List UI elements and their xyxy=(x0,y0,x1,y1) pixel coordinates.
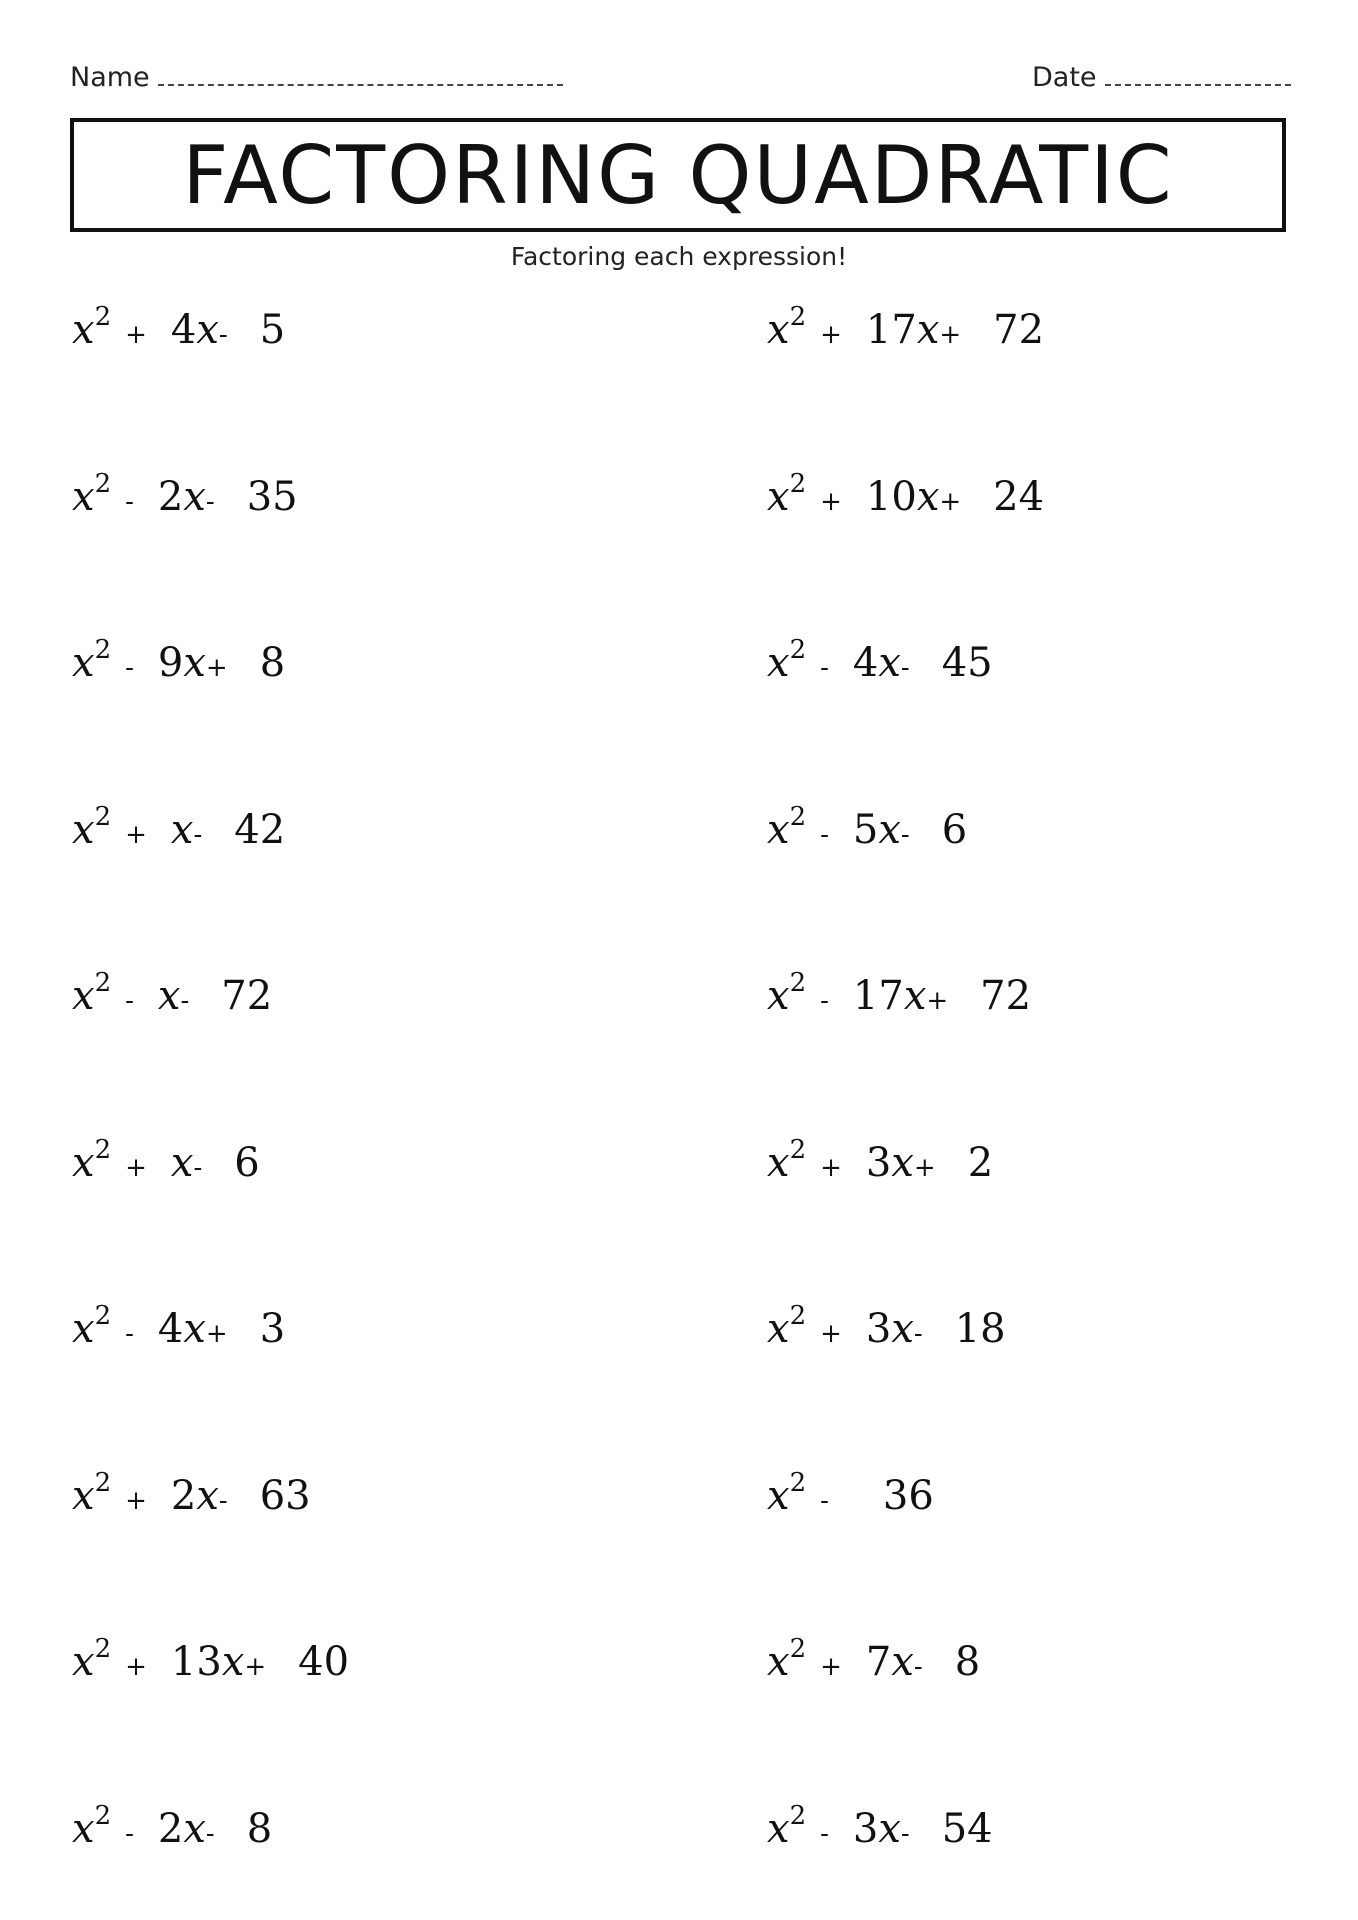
operator: + xyxy=(926,986,949,1016)
constant: 2 xyxy=(967,1139,994,1186)
operator: + xyxy=(125,1485,147,1516)
constant: 40 xyxy=(298,1639,350,1685)
problem-left-4 xyxy=(72,802,285,853)
operator: - xyxy=(193,1152,203,1183)
variable-x-squared: x xyxy=(767,1472,790,1519)
operator: - xyxy=(180,986,190,1016)
operator: - xyxy=(900,1818,910,1849)
operator: - xyxy=(900,653,910,683)
exponent: 2 xyxy=(789,635,807,665)
variable-x: x xyxy=(170,1139,194,1186)
variable-x-squared: x xyxy=(72,1306,95,1352)
operator: + xyxy=(820,486,842,517)
operator: - xyxy=(125,1319,134,1349)
variable-x-squared: x xyxy=(767,307,790,353)
name-blank-line[interactable] xyxy=(158,68,563,86)
variable-x-squared: x xyxy=(72,1139,95,1186)
variable-x-squared: x xyxy=(767,1306,790,1352)
operator: + xyxy=(125,320,147,350)
variable-x: x xyxy=(183,1805,206,1852)
operator: + xyxy=(820,1152,842,1183)
constant: 72 xyxy=(993,307,1045,353)
coefficient: 17 xyxy=(865,307,917,353)
operator: - xyxy=(820,653,829,683)
variable-x: x xyxy=(878,806,901,853)
problem-right-1 xyxy=(767,302,1044,353)
coefficient: 9 xyxy=(157,640,184,686)
problem-left-9 xyxy=(72,1634,349,1685)
date-blank-line[interactable] xyxy=(1105,68,1291,86)
variable-x: x xyxy=(891,1306,914,1352)
exponent: 2 xyxy=(789,468,807,499)
operator: - xyxy=(205,1818,215,1849)
problem-right-2 xyxy=(767,469,1044,520)
operator: - xyxy=(125,986,134,1016)
problem-left-6 xyxy=(72,1135,260,1186)
operator: + xyxy=(205,653,228,683)
name-label: Name xyxy=(70,62,150,93)
coefficient: 4 xyxy=(852,640,879,686)
date-label: Date xyxy=(1032,62,1097,93)
constant: 36 xyxy=(882,1472,934,1519)
variable-x-squared: x xyxy=(767,1805,790,1852)
operator: + xyxy=(125,1652,147,1682)
constant: 8 xyxy=(246,1805,273,1852)
constant: 18 xyxy=(954,1306,1006,1352)
operator: - xyxy=(125,653,134,683)
operator: + xyxy=(820,1319,842,1349)
constant: 3 xyxy=(259,1306,286,1352)
variable-x-squared: x xyxy=(767,1639,790,1685)
variable-x-squared: x xyxy=(72,640,95,686)
operator: - xyxy=(218,320,228,350)
operator: - xyxy=(820,986,829,1016)
variable-x-squared: x xyxy=(767,640,790,686)
coefficient: 7 xyxy=(865,1639,892,1685)
operator: + xyxy=(939,486,962,517)
variable-x: x xyxy=(891,1139,914,1186)
variable-x: x xyxy=(903,973,927,1019)
variable-x: x xyxy=(157,973,181,1019)
operator: - xyxy=(193,819,203,850)
exponent: 2 xyxy=(94,1634,112,1664)
problem-right-3 xyxy=(767,635,993,686)
operator: - xyxy=(900,819,910,850)
variable-x-squared: x xyxy=(72,307,95,353)
problem-right-8 xyxy=(767,1468,934,1519)
variable-x-squared: x xyxy=(72,1805,95,1852)
coefficient: 10 xyxy=(865,473,917,520)
exponent: 2 xyxy=(789,1467,807,1498)
problem-left-10 xyxy=(72,1801,272,1852)
operator: + xyxy=(939,320,962,350)
constant: 42 xyxy=(234,806,286,853)
constant: 54 xyxy=(941,1805,993,1852)
constant: 8 xyxy=(954,1639,981,1685)
variable-x: x xyxy=(183,1306,206,1352)
variable-x: x xyxy=(196,1472,219,1519)
date-field[interactable] xyxy=(1032,62,1291,93)
coefficient: 3 xyxy=(865,1139,892,1186)
exponent: 2 xyxy=(94,468,112,499)
variable-x-squared: x xyxy=(72,1472,95,1519)
variable-x: x xyxy=(878,640,901,686)
variable-x: x xyxy=(878,1805,901,1852)
problem-left-8 xyxy=(72,1468,311,1519)
operator: + xyxy=(820,320,842,350)
variable-x: x xyxy=(196,307,219,353)
coefficient: 13 xyxy=(170,1639,222,1685)
constant: 6 xyxy=(941,806,968,853)
variable-x: x xyxy=(221,1639,245,1685)
problem-right-6 xyxy=(767,1135,993,1186)
problem-left-1 xyxy=(72,302,285,353)
variable-x-squared: x xyxy=(72,1639,95,1685)
problem-right-4 xyxy=(767,802,967,853)
constant: 6 xyxy=(234,1139,260,1186)
variable-x-squared: x xyxy=(767,473,790,520)
variable-x: x xyxy=(916,307,940,353)
coefficient: 2 xyxy=(157,1805,184,1852)
coefficient: 2 xyxy=(157,473,184,520)
instructions: Factoring each expression! xyxy=(510,242,848,271)
exponent: 2 xyxy=(789,968,807,998)
operator: + xyxy=(244,1652,267,1682)
constant: 63 xyxy=(259,1472,311,1519)
operator: - xyxy=(125,1818,134,1849)
problem-right-7 xyxy=(767,1301,1006,1352)
exponent: 2 xyxy=(94,968,112,998)
operator: - xyxy=(218,1485,228,1516)
name-field[interactable] xyxy=(70,62,563,93)
variable-x: x xyxy=(916,473,940,520)
worksheet-title: FACTORING QUADRATIC xyxy=(182,128,1174,222)
exponent: 2 xyxy=(94,1467,112,1498)
operator: - xyxy=(125,486,134,517)
exponent: 2 xyxy=(789,1800,807,1831)
exponent: 2 xyxy=(789,302,807,332)
variable-x-squared: x xyxy=(767,973,790,1019)
variable-x-squared: x xyxy=(72,973,95,1019)
variable-x: x xyxy=(170,806,194,853)
exponent: 2 xyxy=(94,801,112,832)
problem-right-10 xyxy=(767,1801,993,1852)
operator: + xyxy=(913,1152,936,1183)
variable-x: x xyxy=(891,1639,914,1685)
problem-left-5 xyxy=(72,968,272,1019)
coefficient: 5 xyxy=(852,806,879,853)
problem-right-5 xyxy=(767,968,1031,1019)
constant: 35 xyxy=(246,473,298,520)
problem-left-7 xyxy=(72,1301,285,1352)
coefficient: 17 xyxy=(852,973,904,1019)
operator: - xyxy=(820,1818,829,1849)
coefficient: 2 xyxy=(170,1472,197,1519)
exponent: 2 xyxy=(94,635,112,665)
constant: 72 xyxy=(980,973,1032,1019)
constant: 5 xyxy=(259,307,286,353)
constant: 24 xyxy=(993,473,1045,520)
title-box xyxy=(70,118,1286,232)
constant: 8 xyxy=(259,640,286,686)
operator: + xyxy=(820,1652,842,1682)
coefficient: 4 xyxy=(157,1306,184,1352)
operator: - xyxy=(820,819,829,850)
coefficient: 3 xyxy=(852,1805,879,1852)
exponent: 2 xyxy=(94,1800,112,1831)
operator: - xyxy=(913,1652,923,1682)
operator: + xyxy=(125,1152,147,1183)
variable-x-squared: x xyxy=(72,806,95,853)
exponent: 2 xyxy=(789,1301,807,1331)
variable-x-squared: x xyxy=(72,473,95,520)
variable-x-squared: x xyxy=(767,1139,790,1186)
operator: + xyxy=(125,819,147,850)
operator: + xyxy=(205,1319,228,1349)
exponent: 2 xyxy=(789,801,807,832)
coefficient: 4 xyxy=(170,307,197,353)
constant: 45 xyxy=(941,640,993,686)
variable-x: x xyxy=(183,473,206,520)
operator: - xyxy=(205,486,215,517)
coefficient: 3 xyxy=(865,1306,892,1352)
variable-x: x xyxy=(183,640,206,686)
operator: - xyxy=(913,1319,923,1349)
operator: - xyxy=(820,1485,829,1516)
exponent: 2 xyxy=(94,1301,112,1331)
problem-right-9 xyxy=(767,1634,980,1685)
exponent: 2 xyxy=(94,302,112,332)
exponent: 2 xyxy=(789,1134,807,1165)
problem-left-3 xyxy=(72,635,285,686)
problem-left-2 xyxy=(72,469,298,520)
exponent: 2 xyxy=(789,1634,807,1664)
constant: 72 xyxy=(221,973,273,1019)
variable-x-squared: x xyxy=(767,806,790,853)
exponent: 2 xyxy=(94,1134,112,1165)
